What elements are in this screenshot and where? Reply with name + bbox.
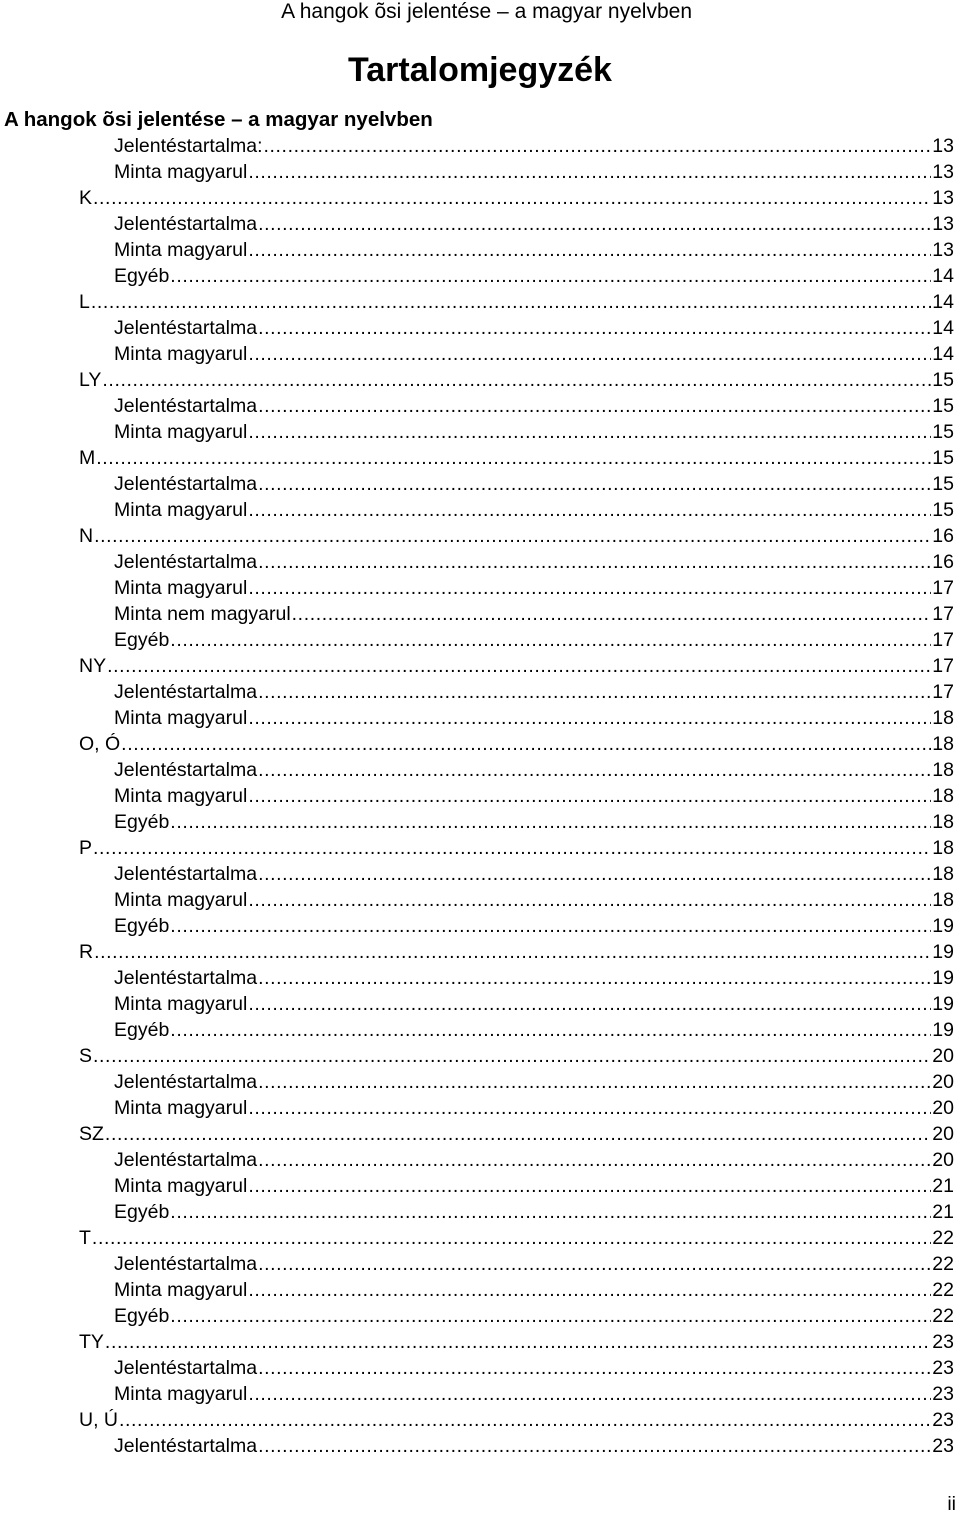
toc-entry-page: 22 [932, 1279, 954, 1301]
toc-entry[interactable] [0, 1042, 960, 1068]
toc-entry-page: 21 [932, 1201, 954, 1223]
toc-entry[interactable] [0, 704, 960, 730]
toc-entry-page: 17 [932, 603, 954, 625]
toc-entry[interactable] [0, 340, 960, 366]
dot-leader [170, 1018, 931, 1042]
dot-leader [258, 758, 931, 782]
toc-entry[interactable] [0, 470, 960, 496]
toc-entry[interactable] [0, 444, 960, 470]
page-number: ii [947, 1493, 956, 1515]
dot-leader [248, 1382, 931, 1406]
dot-leader [93, 186, 931, 210]
toc-entry-label: Minta magyarul [114, 1279, 248, 1301]
toc-entry-page: 19 [932, 993, 954, 1015]
dot-leader [102, 368, 931, 392]
dot-leader [93, 836, 931, 860]
dot-leader [248, 1278, 931, 1302]
toc-entry-page: 15 [932, 473, 954, 495]
dot-leader [94, 940, 931, 964]
toc-entry-label: Jelentéstartalma [114, 1071, 258, 1093]
toc-entry-page: 17 [932, 577, 954, 599]
toc-entry[interactable] [0, 1198, 960, 1224]
toc-entry[interactable] [0, 600, 960, 626]
toc-entry[interactable] [0, 1016, 960, 1042]
toc-entry[interactable] [0, 496, 960, 522]
toc-entry[interactable] [0, 1094, 960, 1120]
dot-leader [258, 680, 931, 704]
toc-entry[interactable] [0, 912, 960, 938]
toc-entry[interactable] [0, 522, 960, 548]
toc-entry[interactable] [0, 756, 960, 782]
toc-entry[interactable] [0, 964, 960, 990]
toc-entry-page: 22 [932, 1227, 954, 1249]
toc-entry[interactable] [0, 574, 960, 600]
toc-entry[interactable] [0, 288, 960, 314]
toc-entry-page: 15 [932, 369, 954, 391]
toc-entry-label: Minta magyarul [114, 161, 248, 183]
toc-entry-page: 20 [932, 1097, 954, 1119]
dot-leader [105, 1122, 931, 1146]
dot-leader [258, 1070, 931, 1094]
dot-leader [258, 1148, 931, 1172]
toc-entry-label: S [79, 1045, 93, 1067]
toc-entry-label: T [79, 1227, 91, 1249]
toc-entry-page: 20 [932, 1045, 954, 1067]
toc-entry[interactable] [0, 678, 960, 704]
dot-leader [258, 1252, 931, 1276]
toc-entry[interactable] [0, 626, 960, 652]
toc-entry-label: NY [79, 655, 107, 677]
dot-leader [170, 1200, 931, 1224]
toc-entry-label: O, Ó [79, 733, 121, 755]
toc-entry-page: 18 [932, 759, 954, 781]
dot-leader [248, 498, 931, 522]
toc-entry-label: P [79, 837, 93, 859]
dot-leader [170, 810, 931, 834]
dot-leader [248, 1096, 931, 1120]
toc-entry-label: Egyéb [114, 811, 170, 833]
document-heading[interactable]: A hangok õsi jelentése – a magyar nyelvben [4, 108, 433, 131]
toc-entry-page: 17 [932, 655, 954, 677]
dot-leader [91, 290, 931, 314]
toc-entry-label: Minta magyarul [114, 1175, 248, 1197]
dot-leader [170, 264, 931, 288]
toc-entry[interactable] [0, 886, 960, 912]
toc-entry-page: 13 [932, 213, 954, 235]
toc-entry-label: SZ [79, 1123, 104, 1145]
toc-entry-label: Minta magyarul [114, 499, 248, 521]
toc-entry-label: Jelentéstartalma [114, 681, 258, 703]
dot-leader [105, 1330, 931, 1354]
dot-leader [92, 1226, 931, 1250]
toc-entry[interactable] [0, 314, 960, 340]
toc-entry[interactable] [0, 158, 960, 184]
dot-leader [248, 576, 931, 600]
toc-entry-label: Egyéb [114, 1019, 170, 1041]
toc-entry[interactable] [0, 1146, 960, 1172]
toc-entry-label: Minta magyarul [114, 577, 248, 599]
toc-entry[interactable] [0, 392, 960, 418]
toc-entry-page: 16 [932, 525, 954, 547]
toc-entry-page: 15 [932, 499, 954, 521]
toc-entry[interactable] [0, 1380, 960, 1406]
toc-entry[interactable] [0, 1328, 960, 1354]
toc-entry[interactable] [0, 548, 960, 574]
dot-leader [170, 914, 931, 938]
toc-entry-page: 21 [932, 1175, 954, 1197]
dot-leader [170, 628, 931, 652]
toc-entry-label: Egyéb [114, 265, 170, 287]
toc-entry-page: 17 [932, 629, 954, 651]
toc-entry[interactable] [0, 1068, 960, 1094]
toc-entry-page: 15 [932, 447, 954, 469]
toc-entry[interactable] [0, 860, 960, 886]
toc-entry-page: 13 [932, 135, 954, 157]
toc-entry[interactable] [0, 730, 960, 756]
dot-leader [94, 524, 931, 548]
toc-entry-label: L [79, 291, 90, 313]
toc-entry-page: 20 [932, 1071, 954, 1093]
toc-entry[interactable] [0, 834, 960, 860]
toc-entry-label: Jelentéstartalma [114, 473, 258, 495]
toc-entry-label: Minta magyarul [114, 1383, 248, 1405]
toc-entry-page: 15 [932, 421, 954, 443]
toc-entry-page: 18 [932, 733, 954, 755]
toc-entry[interactable] [0, 938, 960, 964]
toc-entry-page: 23 [932, 1357, 954, 1379]
toc-entry-label: Jelentéstartalma [114, 863, 258, 885]
dot-leader [248, 888, 931, 912]
toc-entry-page: 19 [932, 941, 954, 963]
toc-entry[interactable] [0, 1172, 960, 1198]
toc-entry-page: 20 [932, 1123, 954, 1145]
toc-entry-label: Jelentéstartalma [114, 759, 258, 781]
toc-entry[interactable] [0, 1406, 960, 1432]
toc-entry-label: Minta magyarul [114, 785, 248, 807]
dot-leader [248, 160, 931, 184]
toc-entry[interactable] [0, 990, 960, 1016]
toc-entry-page: 14 [932, 343, 954, 365]
page-title: Tartalomjegyzék [348, 51, 612, 89]
toc-entry-label: Jelentéstartalma [114, 967, 258, 989]
toc-entry-page: 18 [932, 785, 954, 807]
toc-entry-page: 17 [932, 681, 954, 703]
toc-entry-page: 15 [932, 395, 954, 417]
toc-entry-page: 20 [932, 1149, 954, 1171]
toc-entry[interactable] [0, 1224, 960, 1250]
toc-entry-page: 18 [932, 837, 954, 859]
toc-entry-page: 14 [932, 265, 954, 287]
dot-leader [248, 992, 931, 1016]
toc-entry-label: Minta magyarul [114, 707, 248, 729]
toc-entry-page: 22 [932, 1305, 954, 1327]
toc-entry-label: Minta magyarul [114, 421, 248, 443]
toc-entry-label: Minta nem magyarul [114, 603, 291, 625]
toc-entry-page: 19 [932, 967, 954, 989]
toc-entry-page: 18 [932, 889, 954, 911]
dot-leader [258, 472, 931, 496]
dot-leader [258, 966, 931, 990]
toc-entry-page: 23 [932, 1409, 954, 1431]
toc-entry[interactable] [0, 782, 960, 808]
toc-entry-page: 18 [932, 863, 954, 885]
toc-entry[interactable] [0, 236, 960, 262]
dot-leader [258, 1434, 931, 1458]
dot-leader [96, 446, 931, 470]
toc-entry-label: Egyéb [114, 915, 170, 937]
toc-entry-label: Egyéb [114, 629, 170, 651]
table-of-contents [0, 132, 960, 1458]
dot-leader [119, 1408, 931, 1432]
toc-entry-label: N [79, 525, 94, 547]
toc-entry-label: Jelentéstartalma [114, 1357, 258, 1379]
toc-entry[interactable] [0, 132, 960, 158]
toc-entry-page: 22 [932, 1253, 954, 1275]
dot-leader [248, 706, 931, 730]
toc-entry-page: 19 [932, 915, 954, 937]
toc-entry-label: Jelentéstartalma [114, 1253, 258, 1275]
toc-entry-label: Jelentéstartalma [114, 1149, 258, 1171]
toc-entry-page: 23 [932, 1383, 954, 1405]
toc-entry-label: Jelentéstartalma [114, 551, 258, 573]
dot-leader [248, 784, 931, 808]
toc-entry-page: 14 [932, 291, 954, 313]
toc-entry[interactable] [0, 366, 960, 392]
toc-entry[interactable] [0, 1250, 960, 1276]
toc-entry-page: 18 [932, 811, 954, 833]
dot-leader [121, 732, 931, 756]
running-header: A hangok õsi jelentése – a magyar nyelvben [281, 0, 692, 23]
toc-entry[interactable] [0, 1432, 960, 1458]
toc-entry-page: 18 [932, 707, 954, 729]
toc-entry-page: 19 [932, 1019, 954, 1041]
toc-entry-page: 16 [932, 551, 954, 573]
toc-entry[interactable] [0, 652, 960, 678]
toc-entry-label: R [79, 941, 94, 963]
toc-entry-label: Egyéb [114, 1305, 170, 1327]
dot-leader [258, 862, 931, 886]
toc-entry-label: Minta magyarul [114, 889, 248, 911]
toc-entry-label: Minta magyarul [114, 343, 248, 365]
toc-entry-page: 23 [932, 1331, 954, 1353]
toc-entry-label: TY [79, 1331, 104, 1353]
toc-entry-label: Jelentéstartalma: [114, 135, 263, 157]
toc-entry-page: 13 [932, 161, 954, 183]
toc-entry-label: Jelentéstartalma [114, 213, 258, 235]
toc-entry[interactable] [0, 418, 960, 444]
dot-leader [264, 134, 932, 158]
dot-leader [248, 238, 931, 262]
dot-leader [248, 342, 931, 366]
dot-leader [248, 1174, 931, 1198]
dot-leader [258, 1356, 931, 1380]
toc-entry[interactable] [0, 1302, 960, 1328]
toc-entry-label: Egyéb [114, 1201, 170, 1223]
toc-entry-page: 13 [932, 239, 954, 261]
dot-leader [258, 394, 931, 418]
toc-entry-label: Jelentéstartalma [114, 1435, 258, 1457]
toc-entry-page: 14 [932, 317, 954, 339]
toc-entry[interactable] [0, 262, 960, 288]
dot-leader [292, 602, 932, 626]
toc-entry-label: LY [79, 369, 102, 391]
toc-entry-label: Jelentéstartalma [114, 317, 258, 339]
toc-entry-label: U, Ú [79, 1409, 118, 1431]
toc-entry[interactable] [0, 1276, 960, 1302]
toc-entry-label: M [79, 447, 96, 469]
dot-leader [248, 420, 931, 444]
dot-leader [258, 212, 931, 236]
toc-entry-label: Jelentéstartalma [114, 395, 258, 417]
dot-leader [258, 550, 931, 574]
toc-entry-page: 13 [932, 187, 954, 209]
dot-leader [170, 1304, 931, 1328]
toc-entry[interactable] [0, 184, 960, 210]
toc-entry-label: Minta magyarul [114, 1097, 248, 1119]
toc-entry[interactable] [0, 1354, 960, 1380]
toc-entry-label: K [79, 187, 93, 209]
dot-leader [93, 1044, 931, 1068]
toc-entry-label: Minta magyarul [114, 993, 248, 1015]
toc-entry[interactable] [0, 1120, 960, 1146]
dot-leader [258, 316, 931, 340]
toc-entry-page: 23 [932, 1435, 954, 1457]
toc-entry[interactable] [0, 808, 960, 834]
toc-entry[interactable] [0, 210, 960, 236]
toc-entry-label: Minta magyarul [114, 239, 248, 261]
dot-leader [107, 654, 931, 678]
